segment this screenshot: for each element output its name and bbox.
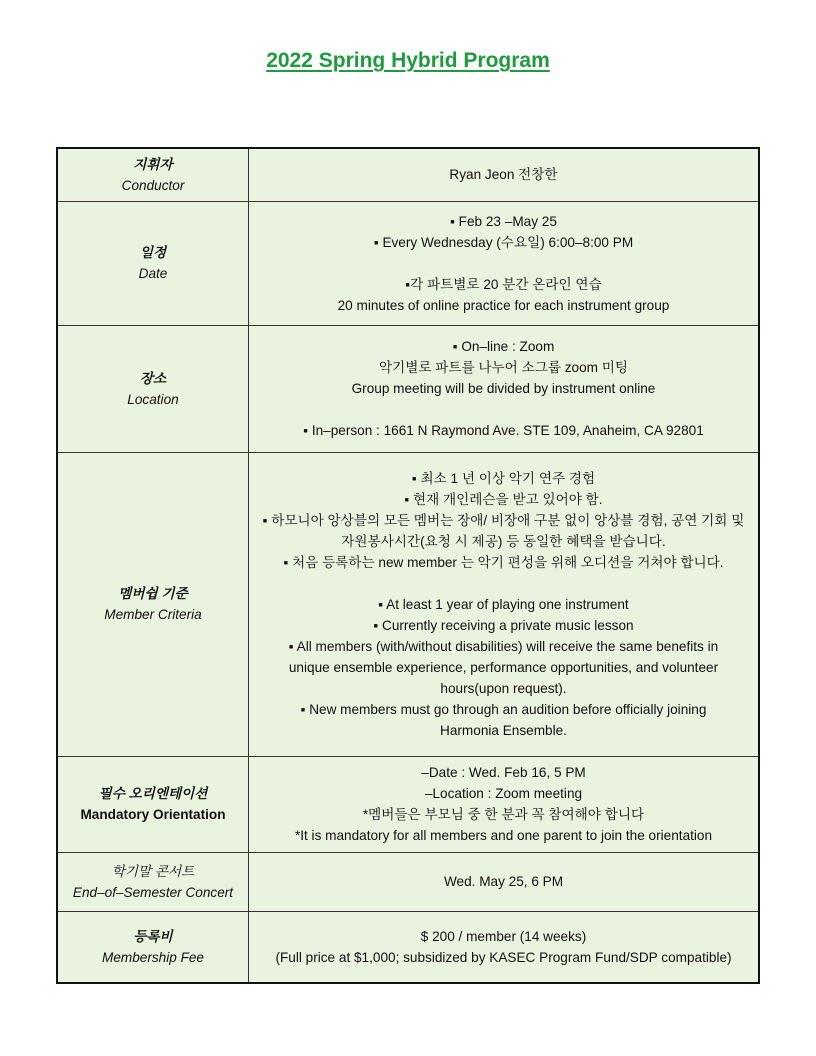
row-member-criteria	[57, 452, 759, 756]
conductor-value: Ryan Jeon 전창한	[249, 148, 760, 201]
concert-value: Wed. May 25, 6 PM	[249, 852, 760, 911]
row-membership-fee	[57, 911, 759, 983]
location-label: 장소 Location	[57, 325, 249, 452]
date-label: 일정 Date	[57, 201, 249, 325]
membership-fee-label: 등록비 Membership Fee	[57, 911, 249, 983]
page-title: 2022 Spring Hybrid Program	[266, 49, 550, 72]
concert-label: 학기말 콘서트 End–of–Semester Concert	[57, 852, 249, 911]
orientation-label: 필수 오리엔테이션 Mandatory Orientation	[57, 756, 249, 852]
program-info-table	[56, 147, 760, 984]
row-date	[57, 201, 759, 325]
row-location	[57, 325, 759, 452]
orientation-value: –Date : Wed. Feb 16, 5 PM –Location : Zoom meeting *멤버들은 부모님 중 한 분과 꼭 참여해야 합니다 *It is mandatory for all members and one parent to join the orientation	[249, 756, 760, 852]
location-value: ▪ On–line : Zoom 악기별로 파트를 나누어 소그룹 zoom 미팅 Group meeting will be divided by instrument online ▪ In–person : 1661 N Raymond Ave. STE 109, Anaheim, CA 92801	[249, 325, 760, 452]
row-orientation	[57, 756, 759, 852]
member-criteria-value: ▪ 최소 1 년 이상 악기 연주 경험 ▪ 현재 개인레슨을 받고 있어야 함. ▪ 하모니아 앙상블의 모든 멤버는 장애/ 비장애 구분 없이 앙상블 경험, 공연 기회 및 자원봉사시간(요청 시 제공) 등 동일한 혜택을 받습니다. ▪ 처음 등록하는 new member 는 악기 편성을 위해 오디션을 거쳐야 합니다. ▪ At least 1 year of playing one instrument ▪ Currently receiving a private music lesson ▪ All members (with/without disabilities) will receive the same benefits in unique ensemble experience, performance opportunities, and volunteer hours(upon request). ▪ New members must go through an audition before officially joining Harmonia Ensemble.	[249, 452, 760, 756]
membership-fee-value: $ 200 / member (14 weeks) (Full price at $1,000; subsidized by KASEC Program Fund/SDP compatible)	[249, 911, 760, 983]
member-criteria-label: 멤버쉽 기준 Member Criteria	[57, 452, 249, 756]
date-value: ▪ Feb 23 –May 25 ▪ Every Wednesday (수요일) 6:00–8:00 PM ▪각 파트별로 20 분간 온라인 연습 20 minutes of online practice for each instrument group	[249, 201, 760, 325]
row-concert	[57, 852, 759, 911]
row-conductor	[57, 148, 759, 201]
conductor-label: 지휘자 Conductor	[57, 148, 249, 201]
